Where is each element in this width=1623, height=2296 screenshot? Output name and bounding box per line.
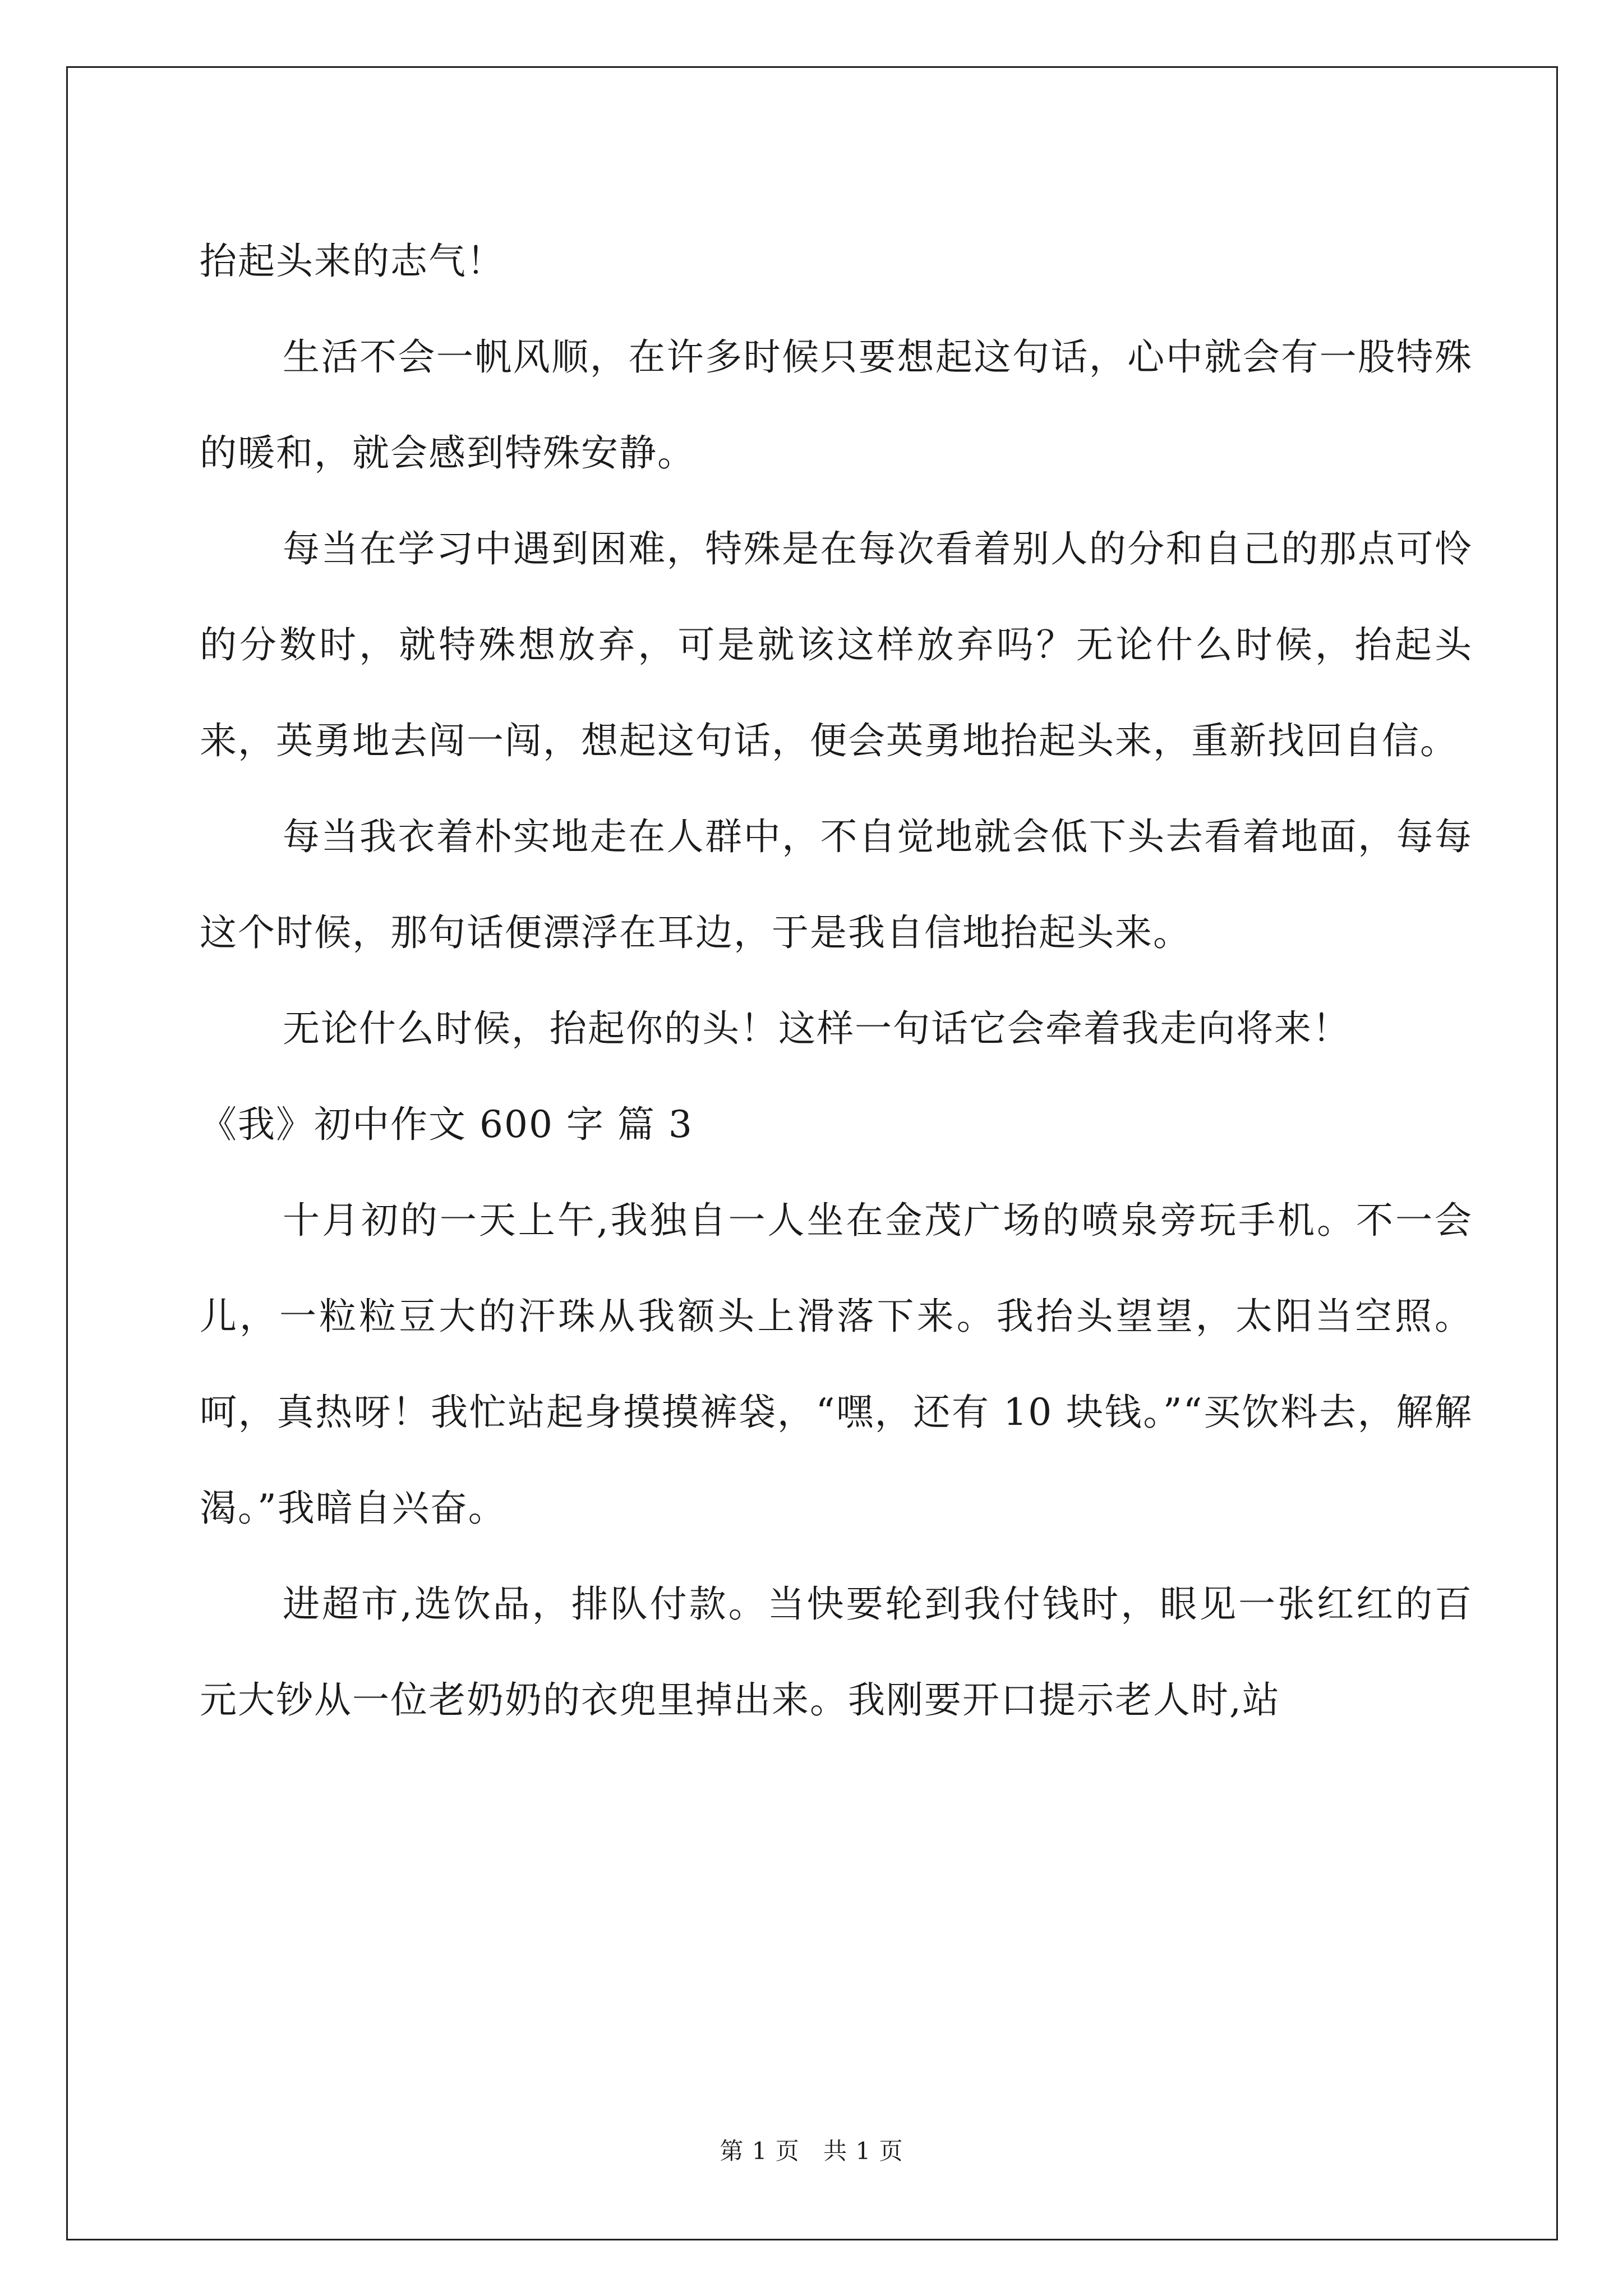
page-footer (0, 2134, 1623, 2168)
page-number: 第 1 页 (720, 2137, 800, 2165)
page-total: 共 1 页 (823, 2137, 903, 2165)
paragraph-4: 每当我衣着朴实地走在人群中，不自觉地就会低下头去看着地面，每每这个时候，那句话便漂浮在耳边，于是我自信地抬起头来。 (200, 815, 1473, 954)
paragraph-3: 每当在学习中遇到困难，特殊是在每次看着别人的分和自己的那点可怜的分数时，就特殊想放弃，可是就该这样放弃吗？无论什么时候，抬起头来，英勇地去闯一闯，想起这句话，便会英勇地抬起头来，重新找回自信。 (200, 527, 1473, 762)
paragraph-5: 无论什么时候，抬起你的头！这样一句话它会牵着我走向将来！ (283, 1007, 1350, 1050)
paragraph-2: 生活不会一帆风顺，在许多时候只要想起这句话，心中就会有一股特殊的暖和，就会感到特殊安静。 (200, 335, 1473, 475)
paragraph-1: 抬起头来的志气！ (200, 240, 505, 283)
section-heading: 《我》初中作文 600 字 篇 3 (200, 1103, 693, 1146)
paragraph-7: 进超市,选饮品，排队付款。当快要轮到我付钱时，眼见一张红红的百元大钞从一位老奶奶的衣兜里掉出来。我刚要开口提示老人时,站 (200, 1582, 1473, 1722)
paragraph-6: 十月初的一天上午,我独自一人坐在金茂广场的喷泉旁玩手机。不一会儿，一粒粒豆大的汗珠从我额头上滑落下来。我抬头望望，太阳当空照。呵，真热呀！我忙站起身摸摸裤袋，“嘿，还有 10 块钱。”“买饮料去，解解渴。”我暗自兴奋。 (200, 1199, 1473, 1530)
document-body (200, 213, 1473, 1748)
